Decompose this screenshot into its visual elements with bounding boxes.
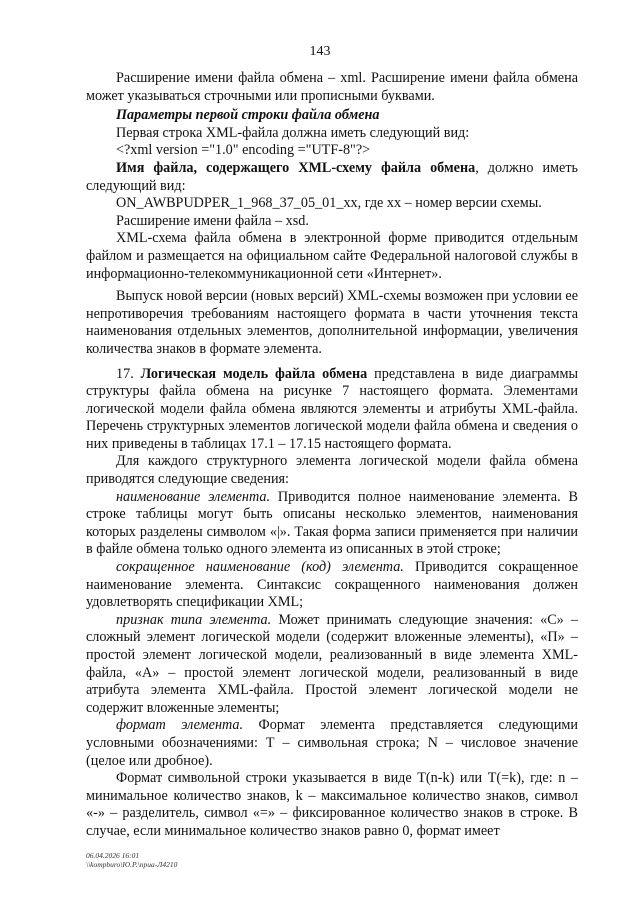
paragraph-text: Может принимать следующие значения: «С» – сложный элемент логической модели (содержит вложенные элементы), «П» – простой элемент логической модели, реализованный в виде элемента XML-файла, «А» – простой элемент логической модели, реализованный в виде атрибута элемента XML-файла. Простой элемент логической модели не содержит вложенные элементы; (86, 611, 578, 716)
print-file-path: \\kompburo\Ю.Р.\npua-Л4210 (86, 860, 178, 869)
paragraph: Формат символьной строки указывается в виде T(n-k) или T(=k), где: n – минимальное количество знаков, k – максимальное количество знаков, символ «-» – разделитель, символ «=» – фиксированное количество знаков в строке. В случае, если минимальное количество знаков равно 0, формат имеет (86, 770, 578, 839)
list-item (86, 612, 578, 718)
print-footer (86, 851, 177, 869)
document-body (86, 70, 578, 841)
list-item (86, 717, 578, 770)
paragraph: Для каждого структурного элемента логической модели файла обмена приводятся следующие сведения: (86, 453, 578, 488)
paragraph (86, 160, 578, 195)
italic-term: формат элемента. (116, 717, 244, 734)
list-item (86, 489, 578, 559)
print-timestamp: 06.04.2026 16:01 (86, 851, 140, 860)
paragraph: Первая строка XML-файла должна иметь следующий вид: (116, 124, 470, 141)
paragraph-text: представлена в виде диаграммы структуры файла обмена на рисунке 7 настоящего формата. Элементами логической модели файла обмена являются элементы и атрибуты XML-файла. Перечень структурных элементов логической модели файла обмена и сведения о них приведены в таблицах 17.1 – 17.15 настоящего формата. (86, 365, 579, 452)
section-heading: Параметры первой строки файла обмена (116, 107, 380, 124)
italic-term: наименование элемента. (116, 488, 271, 505)
paragraph: Выпуск новой версии (новых версий) XML-схемы возможен при условии ее непротиворечия требованиям настоящего формата в части уточнения текста наименования отдельных элементов, дополнительной информации, увеличения количества знаков в формате элемента. (86, 288, 578, 357)
paragraph: Расширение имени файла обмена – xml. Расширение имени файла обмена может указываться строчными или прописными буквами. (86, 70, 578, 104)
italic-term: сокращенное наименование (код) элемента. (116, 559, 404, 576)
bold-term: Логическая модель файла обмена (140, 365, 368, 382)
bold-term: Имя файла, содержащего XML-схему файла обмена (116, 159, 476, 176)
filename-pattern: ON_AWBPUDPER_1_968_37_05_01_xx, где xx – номер версии схемы. (116, 195, 542, 212)
page-number: 143 (309, 44, 331, 59)
paragraph-text: Приводится сокращенное наименование элемента. Синтаксис сокращенного наименования должен удовлетворять спецификации XML; (86, 559, 578, 611)
code-line: <?xml version ="1.0" encoding ="UTF-8"?> (116, 142, 371, 159)
paragraph: Расширение имени файла – xsd. (116, 212, 309, 229)
italic-term: признак типа элемента. (116, 611, 272, 628)
paragraph-text: , должно иметь следующий вид: (86, 159, 579, 194)
paragraph: XML-схема файла обмена в электронной форме приводится отдельным файлом и размещается на официальном сайте Федеральной налоговой службы в информационно-телекоммуникационной сети «Интернет». (86, 230, 578, 282)
paragraph (86, 366, 578, 454)
list-item (86, 559, 578, 612)
paragraph-text: Формат элемента представляется следующими условными обозначениями: Т – символьная строка; N – числовое значение (целое или дробное). (86, 717, 578, 769)
paragraph-text: Приводится полное наименование элемента. В строке таблицы могут быть описаны несколько элементов, наименования которых разделены символом «|». Такая форма записи применяется при наличии в файле обмена только одного элемента из описанных в этой строке; (86, 488, 578, 558)
section-number: 17. (116, 365, 141, 382)
